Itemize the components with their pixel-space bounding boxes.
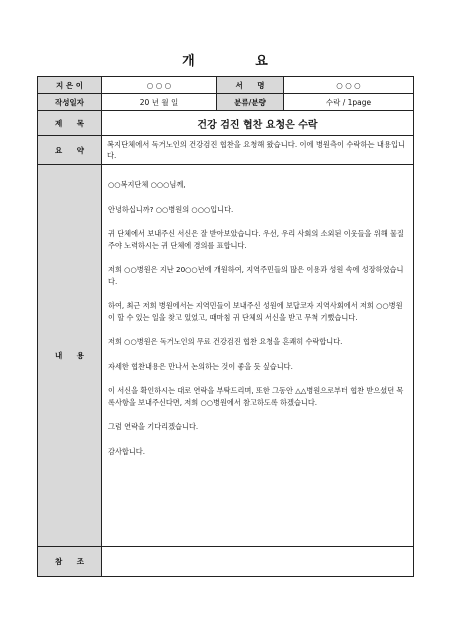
content-paragraph: 저희 ○○병원은 독거노인의 무료 건강검진 협찬 요청을 흔쾌히 수락합니다. — [108, 337, 343, 346]
category-value: 수락 / 1page — [284, 94, 414, 111]
document-title: 개 요 — [182, 54, 296, 69]
content-paragraph: 감사합니다. — [108, 446, 146, 456]
content-paragraph: 안녕하십니까? ○○병원의 ○○○입니다. — [108, 204, 234, 214]
content-paragraph: 저희 ○○병원은 지난 20○○년에 개원하여, 지역주민들의 많은 이용과 성원 속에 성장하였습니다. — [108, 265, 404, 286]
reference-value — [102, 547, 414, 577]
reference-label: 참 조 — [38, 547, 102, 577]
date-label: 작성일자 — [38, 94, 102, 111]
content-paragraph: 귀 단체에서 보내주신 서신은 잘 받아보았습니다. 우선, 우리 사회의 소외된 이웃들을 위해 물질주야 노력하시는 귀 단체에 경의를 표합니다. — [108, 229, 404, 250]
subject-value: 건강 검진 협찬 요청은 수락 — [102, 111, 414, 136]
signature-label: 서 명 — [217, 77, 284, 94]
subject-label: 제 목 — [38, 111, 102, 136]
content-paragraph: 이 서신을 확인하시는 대로 연락을 부탁드리며, 또한 그동안 △△병원으로부터 협찬 받으셨던 목록사항을 보내주신다면, 저희 ○○병원에서 참고하도록 하겠습니다. — [108, 386, 404, 407]
signature-value: ○ ○ ○ — [284, 77, 414, 94]
content-body — [102, 165, 414, 547]
author-label: 지 은 이 — [38, 77, 102, 94]
summary-form-table — [37, 76, 414, 577]
summary-value: 복지단체에서 독거노인의 건강검진 협찬을 요청해 왔습니다. 이에 병원측이 수락하는 내용입니다. — [102, 136, 414, 165]
summary-label: 요 약 — [38, 136, 102, 165]
content-label: 내 용 — [38, 165, 102, 547]
content-paragraph: ○○복지단체 ○○○님께, — [108, 180, 186, 189]
content-paragraph: 그럼 연락을 기다리겠습니다. — [108, 422, 199, 431]
author-value: ○ ○ ○ — [102, 77, 217, 94]
date-value: 20 년 월 일 — [102, 94, 217, 111]
content-paragraph: 하여, 최근 저희 병원에서는 지역민들이 보내주신 성원에 보답코자 지역사회에서 저희 ○○병원이 할 수 있는 일을 찾고 있었고, 때마침 귀 단체의 서신을 받고 무척 기뻤습니다. — [108, 301, 403, 322]
content-paragraph: 자세한 협찬내용은 만나서 논의하는 것이 좋을 듯 싶습니다. — [108, 361, 293, 371]
category-label: 분류/분량 — [217, 94, 284, 111]
